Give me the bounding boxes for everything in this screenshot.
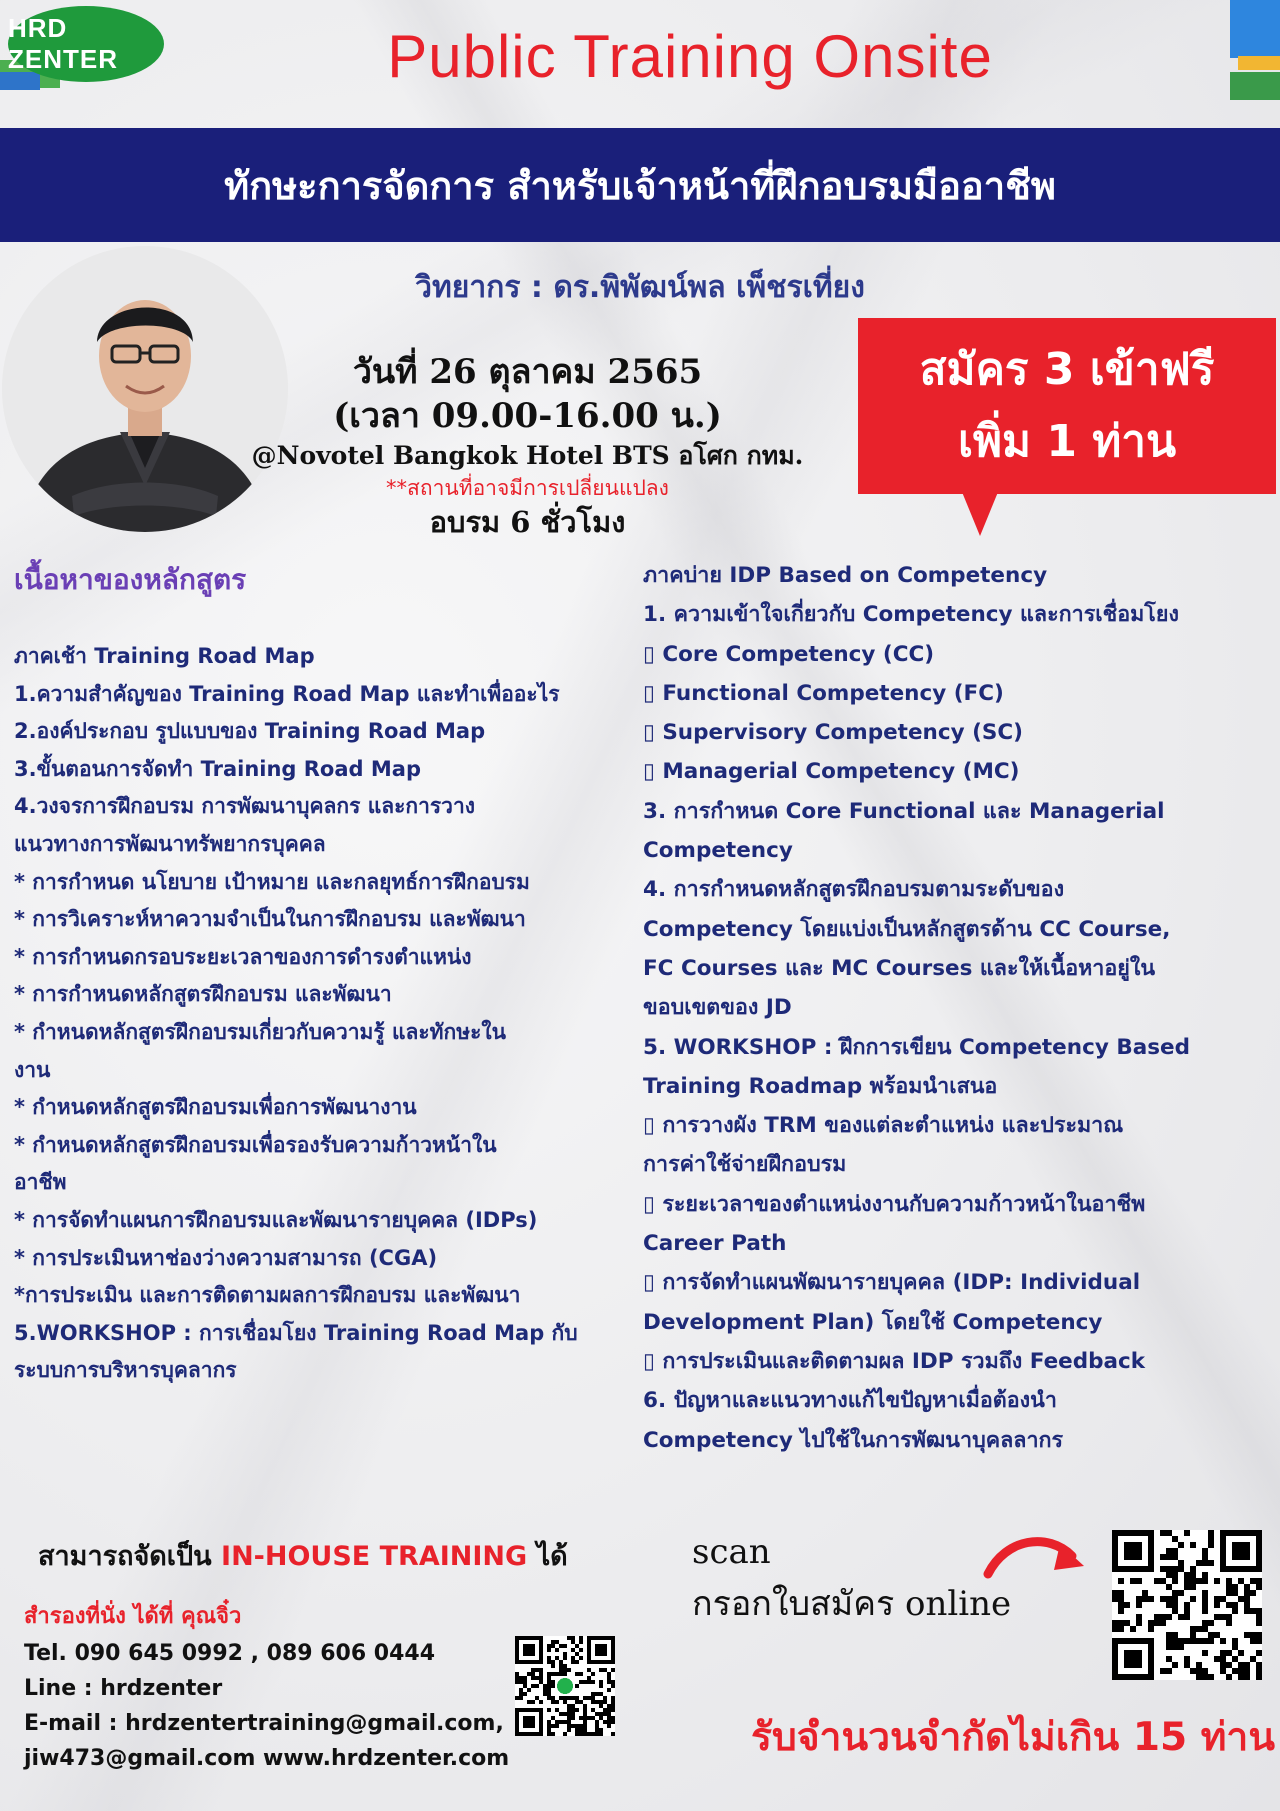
contact-details <box>24 1636 509 1776</box>
event-duration: อบรม 6 ชั่วโมง <box>429 505 626 539</box>
list-item: ▯ การวางผัง TRM ของแต่ละตำแหน่ง และประมาณ <box>643 1113 1124 1139</box>
list-item: ภาคบ่าย IDP Based on Competency <box>643 563 1048 588</box>
list-item: * การจัดทำแผนการฝึกอบรมและพัฒนารายบุคคล (IDPs) <box>14 1207 538 1232</box>
list-item: *การประเมิน และการติดตามผลการฝึกอบรม และพัฒนา <box>14 1283 521 1308</box>
course-banner <box>0 128 1280 242</box>
list-item: ▯ Managerial Competency (MC) <box>643 759 1020 785</box>
list-item: * การประเมินหาช่องว่างความสามารถ (CGA) <box>14 1245 438 1270</box>
list-item: การค่าใช้จ่ายฝึกอบรม <box>643 1152 847 1178</box>
seat-limit-note: รับจำนวนจำกัดไม่เกิน 15 ท่าน <box>751 1715 1275 1760</box>
scan-label: scan <box>692 1532 771 1572</box>
list-item: * การกำหนด นโยบาย เป้าหมาย และกลยุทธ์การฝึกอบรม <box>14 869 530 894</box>
registration-qr-code-icon[interactable] <box>1112 1530 1262 1680</box>
list-item: ภาคเช้า Training Road Map <box>14 644 315 668</box>
corner-deco-yellow <box>1238 56 1280 70</box>
list-item: ขอบเขตของ JD <box>643 995 792 1021</box>
list-item: Competency โดยแบ่งเป็นหลักสูตรด้าน CC Course, <box>643 916 1171 942</box>
list-item: แนวทางการพัฒนาทรัพยากรบุคคล <box>14 831 326 856</box>
list-item: 1.ความสำคัญของ Training Road Map และทำเพื่ออะไร <box>14 681 560 706</box>
list-item: 4. การกำหนดหลักสูตรฝึกอบรมตามระดับของ <box>643 877 1065 903</box>
logo-badge <box>8 6 164 82</box>
list-item: 5. WORKSHOP : ฝึกการเขียน Competency Based <box>643 1034 1190 1060</box>
contact-tel: Tel. 090 645 0992 , 089 606 0444 <box>24 1641 436 1666</box>
inhouse-note <box>38 1534 568 1577</box>
list-item: Competency ไปใช้ในการพัฒนาบุคลลากร <box>643 1427 1064 1453</box>
list-item: Competency <box>643 838 793 864</box>
list-item: Career Path <box>643 1231 787 1257</box>
event-venue: @Novotel Bangkok Hotel BTS อโศก กทม. <box>251 441 804 470</box>
inhouse-prefix: สามารถจัดเป็น <box>38 1541 222 1572</box>
list-item: ▯ ระยะเวลาของตำแหน่งงานกับความก้าวหน้าในอาชีพ <box>643 1191 1146 1217</box>
morning-content-list <box>14 638 639 1390</box>
curved-arrow-icon <box>982 1530 1088 1582</box>
list-item: ▯ Functional Competency (FC) <box>643 680 1004 706</box>
event-date: วันที่ 26 ตุลาคม 2565 <box>352 352 703 392</box>
promo-line-2: เพิ่ม 1 ท่าน <box>957 416 1177 467</box>
event-info <box>225 350 830 542</box>
scan-instructions <box>692 1526 1011 1630</box>
list-item: ▯ การประเมินและติดตามผล IDP รวมถึง Feedback <box>643 1348 1146 1374</box>
event-time: (เวลา 09.00-16.00 น.) <box>333 396 722 436</box>
list-item: ▯ การจัดทำแผนพัฒนารายบุคคล (IDP: Individual <box>643 1270 1141 1296</box>
promo-badge <box>858 318 1276 494</box>
corner-deco-green <box>1230 72 1280 100</box>
list-item: 2.องค์ประกอบ รูปแบบของ Training Road Map <box>14 719 486 744</box>
list-item: 4.วงจรการฝึกอบรม การพัฒนาบุคลกร และการวาง <box>14 794 476 819</box>
list-item: 6. ปัญหาและแนวทางแก้ไขปัญหาเมื่อต้องนำ <box>643 1388 1057 1414</box>
contact-email: E-mail : hrdzentertraining@gmail.com, <box>24 1711 504 1736</box>
list-item: ▯ Core Competency (CC) <box>643 641 935 667</box>
corner-deco-blue <box>1230 0 1280 58</box>
contact-line: Line : hrdzenter <box>24 1676 223 1701</box>
line-qr-code-icon[interactable] <box>515 1636 615 1736</box>
list-item: * กำหนดหลักสูตรฝึกอบรมเกี่ยวกับความรู้ และทักษะใน <box>14 1019 506 1044</box>
speaker-name: วิทยากร : ดร.พิพัฒน์พล เพ็ชรเที่ยง <box>415 270 865 305</box>
list-item: Training Roadmap พร้อมนำเสนอ <box>643 1073 998 1099</box>
list-item: งาน <box>14 1057 51 1082</box>
promo-line-1: สมัคร 3 เข้าฟรี <box>919 344 1215 395</box>
reserve-contact: สำรองที่นั่ง ได้ที่ คุณจิ๋ว <box>24 1604 242 1629</box>
content-heading: เนื้อหาของหลักสูตร <box>14 563 247 596</box>
list-item: Development Plan) โดยใช้ Competency <box>643 1309 1103 1335</box>
list-item: * การกำหนดหลักสูตรฝึกอบรม และพัฒนา <box>14 982 392 1007</box>
course-title: ทักษะการจัดการ สำหรับเจ้าหน้าที่ฝึกอบรมมืออาชีพ <box>224 163 1056 208</box>
list-item: 1. ความเข้าใจเกี่ยวกับ Competency และการเชื่อมโยง <box>643 602 1179 628</box>
promo-badge-tail <box>962 492 998 536</box>
list-item: ระบบการบริหารบุคลากร <box>14 1358 237 1383</box>
venue-note: **สถานที่อาจมีการเปลี่ยนแปลง <box>386 476 669 500</box>
list-item: 3.ขั้นตอนการจัดทำ Training Road Map <box>14 756 421 781</box>
list-item: ▯ Supervisory Competency (SC) <box>643 720 1023 746</box>
logo-text: HRD ZENTER <box>8 13 118 74</box>
contact-email-web: jiw473@gmail.com www.hrdzenter.com <box>24 1746 510 1771</box>
list-item: * การวิเคราะห์หาความจำเป็นในการฝึกอบรม และพัฒนา <box>14 907 526 932</box>
inhouse-suffix: ได้ <box>527 1541 568 1572</box>
inhouse-highlight: IN-HOUSE TRAINING <box>221 1541 528 1572</box>
list-item: * การกำหนดกรอบระยะเวลาของการดำรงตำแหน่ง <box>14 944 472 969</box>
list-item: 5.WORKSHOP : การเชื่อมโยง Training Road Map กับ <box>14 1320 578 1345</box>
logo <box>0 0 175 92</box>
page-title: Public Training Onsite <box>387 23 993 90</box>
scan-sub-label: กรอกใบสมัคร online <box>692 1584 1012 1624</box>
afternoon-content-list <box>643 556 1275 1460</box>
list-item: FC Courses และ MC Courses และให้เนื้อหาอยู่ใน <box>643 955 1156 981</box>
list-item: อาชีพ <box>14 1170 67 1195</box>
list-item: 3. การกำหนด Core Functional และ Managerial <box>643 798 1165 824</box>
list-item: * กำหนดหลักสูตรฝึกอบรมเพื่อรองรับความก้าวหน้าใน <box>14 1132 497 1157</box>
list-item: * กำหนดหลักสูตรฝึกอบรมเพื่อการพัฒนางาน <box>14 1095 417 1120</box>
